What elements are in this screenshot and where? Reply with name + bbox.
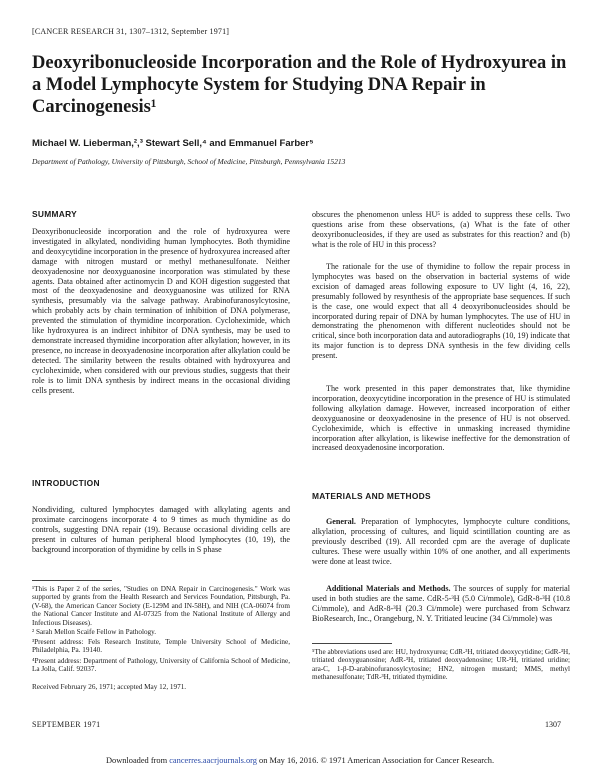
received-date: Received February 26, 1971; accepted May 12, 1971. bbox=[32, 683, 187, 691]
general-paragraph bbox=[312, 517, 570, 567]
footnote-3: ³Present address: Fels Research Institute, Temple University School of Medicine, Philadelphia, Pa. 19140. bbox=[32, 638, 290, 655]
download-prefix: Downloaded from bbox=[105, 756, 170, 765]
author-list: Michael W. Lieberman,²,³ Stewart Sell,⁴ and Emmanuel Farber⁵ bbox=[32, 138, 314, 149]
methods-heading: MATERIALS AND METHODS bbox=[312, 491, 431, 501]
summary-heading: SUMMARY bbox=[32, 209, 78, 219]
introduction-text: Nondividing, cultured lymphocytes damaged with alkylating agents and proximate carcinogens incorporate 4 to 9 times as much thymidine as do controls, suggesting DNA repair (19). Because occasional dividing cells are present in cultures of human peripheral blood lymphocytes (10, 19), the background incorporation of thymidine by cells in S phase bbox=[32, 505, 290, 554]
additional-lead: Additional Materials and Methods. bbox=[326, 584, 451, 593]
issue-month: SEPTEMBER 1971 bbox=[32, 720, 101, 729]
article-title: Deoxyribonucleoside Incorporation and the Role of Hydroxyurea in a Model Lymphocyte System for Studying DNA Repair in Carcinogenesis¹ bbox=[32, 53, 567, 117]
journal-header: [CANCER RESEARCH 31, 1307–1312, September 1971] bbox=[32, 27, 230, 36]
footnote-1: ¹This is Paper 2 of the series, "Studies on DNA Repair in Carcinogenesis." Work was supported by grants from the Health Research and Services Foundation, Pittsburgh, Pa. (V-68), the American Cancer Society (E-129M and IN-58H), and NIH (CA-06074 from the National Cancer Institute and AI-07325 from the National Institute of Allergy and Infectious Diseases). bbox=[32, 585, 290, 627]
abbreviations-footnote: ⁵The abbreviations used are: HU, hydroxyurea; CdR-³H, tritiated deoxycytidine; GdR-³H, tritiated deoxyguanosine; AdR-³H, tritiated deoxyadenosine; UR-³H, tritiated uridine; ara-C, 1-β-D-arabinofuranosylcytosine; HN2, nitrogen mustard; MMS, methyl methanesulfonate; TdR-³H, tritiated thymidine. bbox=[312, 648, 570, 682]
intro-continuation: obscures the phenomenon unless HU⁵ is added to suppress these cells. Two questions arise from these observations, (a) What is the fate of other deoxyribonucleosides, if they are used as substrates for this reaction? and (b) what is the role of HU in this process? bbox=[312, 210, 570, 249]
affiliation: Department of Pathology, University of Pittsburgh, School of Medicine, Pittsburgh, Pennsylvania 15213 bbox=[32, 157, 346, 166]
footnote-rule bbox=[32, 580, 112, 581]
journal-link[interactable]: cancerres.aacrjournals.org bbox=[169, 756, 257, 765]
general-lead: General. bbox=[326, 517, 356, 526]
download-suffix: on May 16, 2016. © 1971 American Association for Cancer Research. bbox=[256, 756, 495, 765]
right-footnote-rule bbox=[312, 643, 392, 644]
work-paragraph: The work presented in this paper demonstrates that, like thymidine incorporation, deoxycytidine incorporation in the presence of HU is stimulated following alkylation damage. However, increased incorporation of either deoxyguanosine or deoxyadenosine in the presence of HU is not observed. Cycloheximide, which is effective in unmasking increased thymidine incorporation after alkylation, is likewise ineffective for the demonstration of increased deoxyadenosine incorporation. bbox=[312, 384, 570, 453]
introduction-heading: INTRODUCTION bbox=[32, 478, 100, 488]
footnote-2: ² Sarah Mellon Scaife Fellow in Pathology. bbox=[32, 628, 157, 636]
footnote-4: ⁴Present address: Department of Pathology, University of California School of Medicine, La Jolla, Calif. 92037. bbox=[32, 657, 290, 674]
summary-text: Deoxyribonucleoside incorporation and the role of hydroxyurea were investigated in alkylated, nondividing human lymphocytes. Both thymidine and deoxycytidine incorporation in the presence of hydroxyurea increased after damage with nitrogen mustard or methyl methanesulfonate. Neither deoxyadenosine nor deoxyguanosine incorporation was stimulated by these agents. Data obtained after actinomycin D and KOH digestion suggested that most of the deoxyadenosine and deoxyguanosine was utilized for RNA synthesis, presumably via the salvage pathway. Arabinofuranosylcytosine, which probably acts by chain termination of inhibition of DNA polymerase, prevented the stimulation of thymidine incorporation. Cycloheximide, which like hydroxyurea is an indirect inhibitor of DNA synthesis, may be used to demonstrate increased thymidine incorporation after alkylation; however, in its presence, no increase in deoxyadenosine incorporation after alkylation could be detected. The similarity between the results obtained with hydroxyurea and cycloheximide, when considered with our previous studies, suggests that their role is to limit DNA synthesis by indirect means in the occasional dividing cells present. bbox=[32, 227, 291, 395]
page-number: 1307 bbox=[545, 720, 561, 729]
download-notice bbox=[0, 756, 600, 765]
general-text: Preparation of lymphocytes, lymphocyte culture conditions, alkylation, processing of cultures, and liquid scintillation counting are as previously described (19). All recorded cpm are the average of duplicate cultures. These were usually within 10% of one another, and all experiments were done at least twice. bbox=[312, 517, 570, 566]
additional-paragraph bbox=[312, 584, 570, 624]
additional-text: The sources of supply for material used in both studies are the same. CdR-5-³H (5.0 Ci/mmole), GdR-8-³H (10.8 Ci/mmole), and AdR-8-³H (20.3 Ci/mmole) were purchased from Schwarz BioResearch, Inc., Orangeburg, N. Y. Tritiated leucine (34 Ci/mmole) was bbox=[312, 584, 570, 623]
rationale-paragraph: The rationale for the use of thymidine to follow the repair process in lymphocytes was based on the observation in bacterial systems of wide excision of damaged areas following exposure to UV light (4, 16, 22), presumably followed by resynthesis of the appropriate base sequences. If such is the case, one would expect that all 4 deoxyribonucleosides should be incorporated during repair of DNA by human lymphocytes. The use of HU in demonstrating the phenomenon with different nucleotides should not be critical, since both incorporation data and autoradiographs (10, 19) indicate that its major function is to depress DNA synthesis in the few dividing cells present. bbox=[312, 262, 571, 361]
